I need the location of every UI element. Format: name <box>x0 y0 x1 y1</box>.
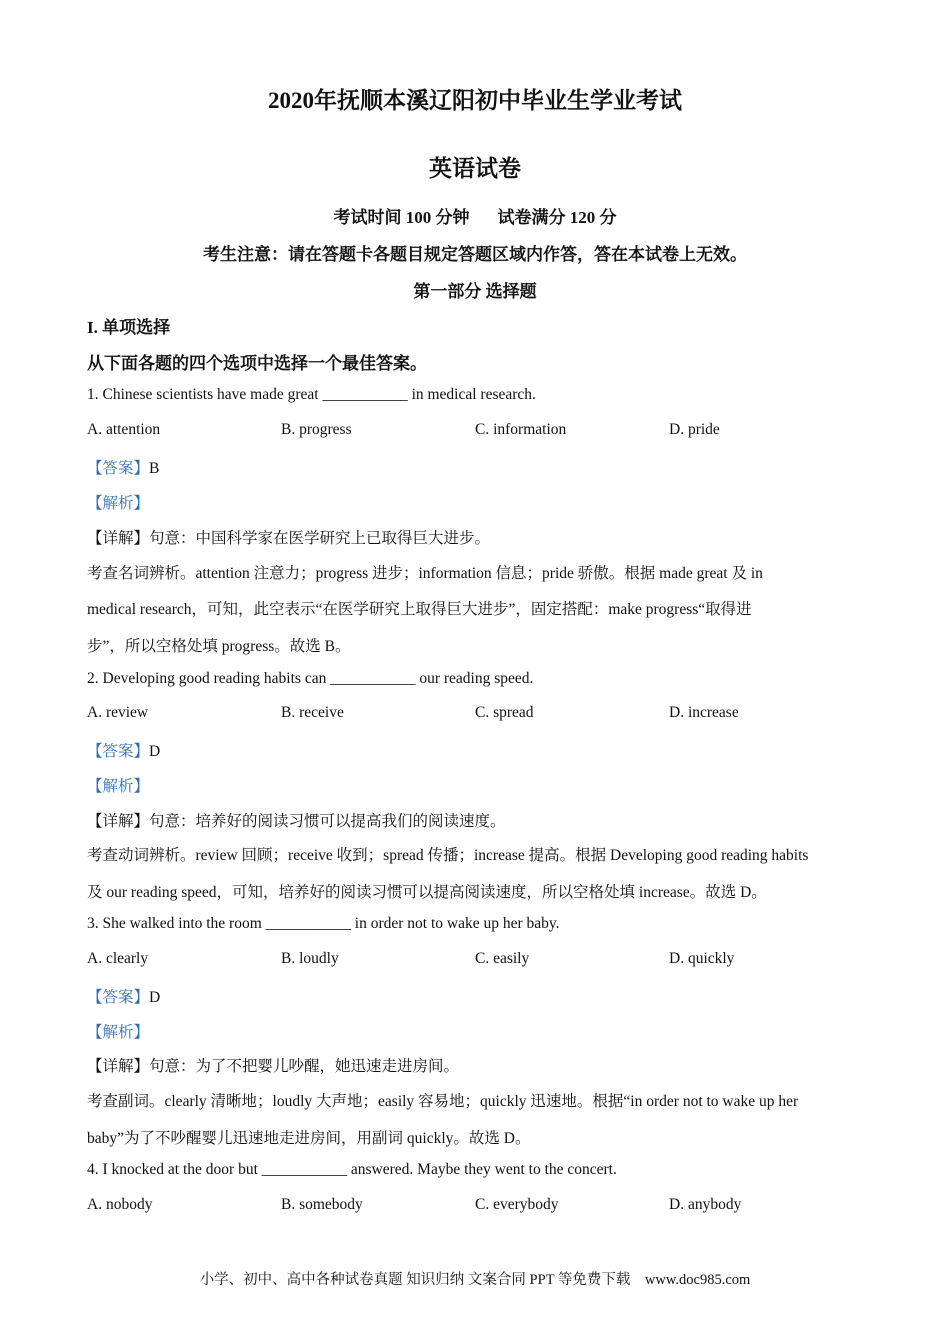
subject-title: 英语试卷 <box>429 156 521 181</box>
exam-notice: 考生注意：请在答题卡各题目规定答题区域内作答，答在本试卷上无效。 <box>203 245 747 264</box>
footer-text: 小学、初中、高中各种试卷真题 知识归纳 文案合同 PPT 等免费下载 <box>199 1272 631 1288</box>
question-stem: 4. I knocked at the door but ___________ answered. Maybe they went to the concert. <box>87 1161 617 1178</box>
option-a: A. nobody <box>87 1196 153 1213</box>
answer-tag: 【答案】 <box>87 743 150 760</box>
analysis-tag: 【解析】 <box>87 1024 150 1041</box>
detail-tag: 【详解】 <box>87 813 150 830</box>
option-b: B. loudly <box>281 950 339 967</box>
detail-text: 句意：中国科学家在医学研究上已取得巨大进步。 <box>149 530 491 547</box>
answer-tag: 【答案】 <box>87 460 150 477</box>
question-stem: 3. She walked into the room ___________ in order not to wake up her baby. <box>87 915 560 932</box>
analysis-line <box>87 774 877 796</box>
analysis-tag: 【解析】 <box>87 778 150 795</box>
part-heading: 第一部分 选择题 <box>413 282 537 301</box>
explanation-line: 考查副词。clearly 清晰地；loudly 大声地；easily 容易地；quickly 迅速地。根据“in order not to wake up her <box>87 1093 799 1110</box>
exam-title: 2020年抚顺本溪辽阳初中毕业生学业考试 <box>268 88 682 113</box>
answer-tag: 【答案】 <box>87 989 150 1006</box>
explanation-line: 及 our reading speed，可知，培养好的阅读习惯可以提高阅读速度，所以空格处填 increase。故选 D。 <box>87 884 767 901</box>
option-c: C. everybody <box>475 1196 559 1213</box>
option-a: A. attention <box>87 421 161 438</box>
footer-url[interactable]: www.doc985.com <box>644 1272 751 1288</box>
option-b: B. receive <box>281 704 344 721</box>
exam-score: 试卷满分 120 分 <box>497 208 617 227</box>
option-c: C. information <box>475 421 567 438</box>
detail-tag: 【详解】 <box>87 1058 150 1075</box>
option-b: B. progress <box>281 421 352 438</box>
answer-line <box>87 985 877 1007</box>
section-instruction: 从下面各题的四个选项中选择一个最佳答案。 <box>87 354 427 373</box>
answer-line <box>87 456 877 478</box>
option-d: D. pride <box>669 421 720 438</box>
detail-text: 句意：培养好的阅读习惯可以提高我们的阅读速度。 <box>149 813 506 830</box>
option-d: D. anybody <box>669 1196 742 1213</box>
option-c: C. spread <box>475 704 534 721</box>
explanation-line: 考查动词辨析。review 回顾；receive 收到；spread 传播；increase 提高。根据 Developing good reading habits <box>87 847 809 864</box>
answer-value: D <box>149 743 161 760</box>
option-d: D. quickly <box>669 950 735 967</box>
explanation-line: baby”为了不吵醒婴儿迅速地走进房间，用副词 quickly。故选 D。 <box>87 1130 531 1147</box>
option-a: A. review <box>87 704 149 721</box>
analysis-tag: 【解析】 <box>87 495 150 512</box>
explanation-line: medical research，可知，此空表示“在医学研究上取得巨大进步”，固定搭配：make progress“取得进 <box>87 601 752 618</box>
detail-tag: 【详解】 <box>87 530 150 547</box>
question-stem: 2. Developing good reading habits can ___________ our reading speed. <box>87 670 534 687</box>
detail-line <box>87 526 877 548</box>
detail-line <box>87 809 877 831</box>
option-d: D. increase <box>669 704 739 721</box>
answer-line <box>87 739 877 761</box>
detail-line <box>87 1054 877 1076</box>
analysis-line <box>87 1020 877 1042</box>
option-b: B. somebody <box>281 1196 363 1213</box>
explanation-line: 考查名词辨析。attention 注意力；progress 进步；information 信息；pride 骄傲。根据 made great 及 in <box>87 565 763 582</box>
answer-value: D <box>149 989 161 1006</box>
detail-text: 句意：为了不把婴儿吵醒，她迅速走进房间。 <box>149 1058 460 1075</box>
question-stem: 1. Chinese scientists have made great ___________ in medical research. <box>87 386 536 403</box>
answer-value: B <box>149 460 160 477</box>
exam-info <box>0 203 950 228</box>
option-c: C. easily <box>475 950 530 967</box>
explanation-line: 步”，所以空格处填 progress。故选 B。 <box>87 638 351 655</box>
section-heading: I. 单项选择 <box>87 318 171 337</box>
analysis-line <box>87 491 877 513</box>
page-footer <box>0 1268 950 1289</box>
option-a: A. clearly <box>87 950 149 967</box>
exam-time: 考试时间 100 分钟 <box>333 208 470 227</box>
